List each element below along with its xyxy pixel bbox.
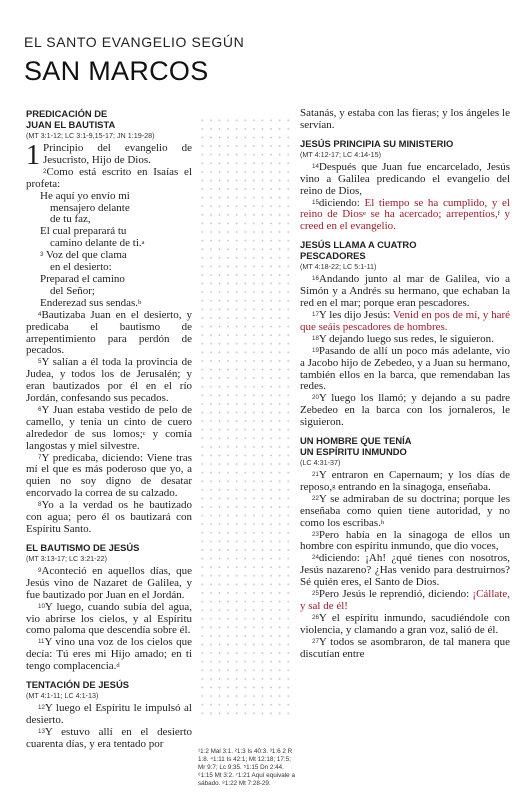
section-heading: JESÚS PRINCIPIA SU MINISTERIO xyxy=(300,137,454,149)
verse-1: 1 Principio del evangelio de Jesucristo, Hijo de Dios. xyxy=(26,140,192,171)
right-column xyxy=(300,108,510,661)
section-heading: TENTACIÓN DE JESÚS xyxy=(26,679,129,691)
chapter-number: 1 xyxy=(26,140,40,171)
verse-21: $^{21}$Y entraron en Capernaum; y los días de reposo,$^g$ entrando en la sinagoga, enseñaba. xyxy=(300,469,510,493)
section-heading: EL BAUTISMO DE JESÚS xyxy=(26,541,140,553)
verse-14: $^{14}$Después que Juan fue encarcelado, Jesús vino a Galilea predicando el evangelio del reino de Dios, xyxy=(300,160,510,197)
quote-poem-2: $^3$ Voz del que clama en el desierto: Preparad el camino del Señor; Enderezad sus sendas.$^b$ xyxy=(40,249,142,309)
verse-11: $^{11}$Y vino una voz de los cielos que decía: Tú eres mi Hijo amado; en ti tengo complacencia.$^d$ xyxy=(26,636,192,673)
verse-9: $^9$Aconteció en aquellos días, que Jesús vino de Nazaret de Galilea, y fue bautizado por Juan en el Jordán. xyxy=(26,564,192,601)
verse-10: $^{10}$Y luego, cuando subía del agua, vio abrirse los cielos, y al Espíritu como paloma que descendía sobre él. xyxy=(26,600,192,637)
verse-24: $^{24}$diciendo: ¡Ah! ¿qué tienes con nosotros, Jesús nazareno? ¿Has venido para destruirnos? Sé quién eres, el Santo de Dios. xyxy=(300,552,510,589)
parallel-refs: (MT 4:18-22; LC 5:1-11) xyxy=(300,262,377,272)
verse-25: $^{25}$Pero Jesús le reprendió, diciendo: ¡Cállate, y sal de él! xyxy=(300,588,510,612)
verse-27: $^{27}$Y todos se asombraron, de tal manera que discutían entre xyxy=(300,635,510,660)
section-heading: JESÚS LLAMA A CUATRO PESCADORES xyxy=(300,239,417,262)
verse-18: $^{18}$Y dejando luego sus redes, le siguieron. xyxy=(312,332,494,345)
verse-4: $^4$Bautizaba Juan en el desierto, y predicaba el bautismo de arrepentimiento para perdón de pecados. xyxy=(26,308,192,357)
verse-8: $^8$Yo a la verdad os he bautizado con agua; pero él os bautizará con Espíritu Santo. xyxy=(26,499,192,535)
parallel-refs: (MT 4:1-11; LC 4:1-13) xyxy=(26,691,99,701)
verse-13-continued: Satanás, y estaba con las fieras; y los ángeles le servían. xyxy=(300,107,510,131)
verse-12: $^{12}$Y luego el Espíritu le impulsó al desierto. xyxy=(26,702,192,726)
book-kicker: EL SANTO EVANGELIO SEGÚN xyxy=(24,34,245,50)
parallel-refs: (MT 3:1-12; LC 3:1-9,15-17; JN 1:19-28) xyxy=(26,131,155,140)
verse-15: $^{15}$diciendo: El tiempo se ha cumplido, y el reino de Dios$^e$ se ha acercado; arrepentíos,$^f$ y creed en el evangelio. xyxy=(300,196,510,233)
verse-23: $^{23}$Pero había en la sinagoga de ellos un hombre con espíritu inmundo, que dio voces, xyxy=(300,528,510,553)
section-heading: UN HOMBRE QUE TENÍA UN ESPÍRITU INMUNDO xyxy=(300,435,412,458)
footnotes: ¹1:2 Mal 3:1. ²1:3 Is 40:3. ³1:6 2 R 1:8. ⁴1:11 Is 42:1; Mt 12:18; 17:5; Mr 9:7; Lc 9:35. ⁵1:15 Dn 2:44. ⁶1:15 Mt 3:2. ⁷1:21 Aquí equivale a sábado. ⁸1:22 Mt 7:28-29. xyxy=(198,748,295,787)
section-heading: PREDICACIÓN DE JUAN EL BAUTISTA xyxy=(26,108,116,130)
verse-26: $^{26}$Y el espíritu inmundo, sacudiéndole con violencia, y clamando a gran voz, salió de él. xyxy=(300,611,510,636)
parallel-refs: (MT 4:12-17; LC 4:14-15) xyxy=(300,149,381,159)
dot-grid-notes-area xyxy=(198,116,296,716)
verse-16: $^{16}$Andando junto al mar de Galilea, vio a Simón y a Andrés su hermano, que echaban la red en el mar; porque eran pescadores. xyxy=(300,273,510,310)
verse-17: $^{17}$Y les dijo Jesús: Venid en pos de mí, y haré que seáis pescadores de hombres. xyxy=(300,308,510,333)
verse-6: $^6$Y Juan estaba vestido de pelo de camello, y tenía un cinto de cuero alrededor de sus lomos;$^c$ y comía langostas y miel silvestre. xyxy=(26,403,192,452)
verse-22: $^{22}$Y se admiraban de su doctrina; porque les enseñaba como quien tiene autoridad, y no como los escribas.$^h$ xyxy=(300,492,510,529)
book-title: SAN MARCOS xyxy=(24,56,209,86)
verse-19: $^{19}$Pasando de allí un poco más adelante, vio a Jacobo hijo de Zebedeo, y a Juan su hermano, también ellos en la barca, que remendaban las redes. xyxy=(300,344,510,393)
verse-13: $^{13}$Y estuvo allí en el desierto cuarenta días, y era tentado por xyxy=(26,725,192,750)
parallel-refs: (LC 4:31-37) xyxy=(300,458,341,468)
verse-7: $^7$Y predicaba, diciendo: Viene tras mí el que es más poderoso que yo, a quien no soy digno de desatar encorvado la correa de su calzado. xyxy=(26,451,192,500)
quote-poem-1: He aquí yo envío mi mensajero delante de tu faz, El cual preparará tu camino delante de ti.$^a$ xyxy=(40,189,145,250)
verse-2: $^2$Como está escrito en Isaías el profeta: xyxy=(26,165,192,190)
parallel-refs: (MT 3:13-17; LC 3:21-22) xyxy=(26,553,107,563)
left-column xyxy=(26,108,192,751)
verse-5: $^5$Y salían a él toda la provincia de Judea, y todos los de Jerusalén; y eran bautizados por él en el río Jordán, confesando sus pecados. xyxy=(26,356,192,405)
verse-20: $^{20}$Y luego los llamó; y dejando a su padre Zebedeo en la barca con los jornaleros, le siguieron. xyxy=(300,392,510,429)
notes-column xyxy=(198,108,296,787)
